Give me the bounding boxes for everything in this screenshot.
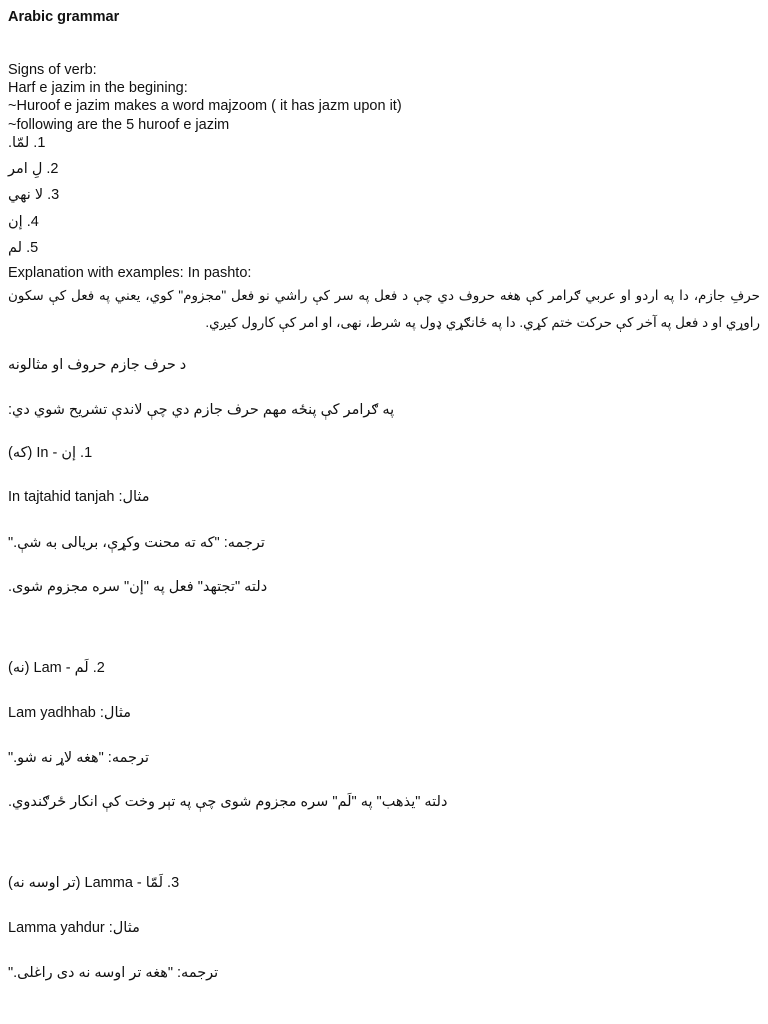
example-note: دلته "يذهب" په "لَم" سره مجزوم شوی چې په تېر وخت کې انکار ځرګندوي.	[8, 794, 448, 810]
example-heading: 3. لَمّا - Lamma (تر اوسه نه)	[8, 875, 180, 891]
example-translation: ترجمه: "هغه لاړ نه شو."	[8, 750, 149, 766]
list-item: 4. إن	[8, 214, 39, 230]
following-line: ~following are the 5 huroof e jazim	[8, 117, 230, 133]
list-item: 5. لم	[8, 240, 39, 256]
explanation-heading: Explanation with examples: In pashto:	[8, 265, 252, 281]
example-text: مثال: In tajtahid tanjah	[8, 489, 150, 505]
explanation-paragraph: حرفِ جازم، دا په اردو او عربي ګرامر کې هغه حروف دي چې د فعل په سر کې راشي نو فعل "مجزوم" کوي، يعني په فعل کې سکون راوړي او د فعل په آخر کې حرکت ختم کړي. دا په ځانګړي ډول په شرط، نهی، او امر کې کارول کیږي.	[8, 288, 760, 330]
list-item: 1. لمّا.	[8, 135, 46, 151]
signs-of-verb-line: Signs of verb:	[8, 62, 97, 78]
examples-heading: د حرف جازم حروف او مثالونه	[8, 357, 187, 373]
example-heading: 1. إن - In (که)	[8, 445, 93, 461]
example-translation: ترجمه: "که ته محنت وکړې، بریالی به شې."	[8, 535, 265, 551]
list-item: 3. لا نهي	[8, 187, 60, 203]
example-text: مثال: Lam yadhhab	[8, 705, 132, 721]
example-translation: ترجمه: "هغه تر اوسه نه دی راغلی."	[8, 965, 219, 981]
document-title: Arabic grammar	[8, 9, 120, 25]
majzoom-line: ~Huroof e jazim makes a word majzoom ( it has jazm upon it)	[8, 98, 402, 114]
example-heading: 2. لَم - Lam (نه)	[8, 660, 105, 676]
example-note: دلته "تجتهد" فعل په "إن" سره مجزوم شوی.	[8, 579, 268, 595]
list-item: 2. لِ امر	[8, 161, 59, 177]
harf-e-jazim-line: Harf e jazim in the begining:	[8, 80, 188, 96]
examples-intro: په ګرامر کې پنځه مهم حرف جازم دي چې لاندې تشریح شوي دي:	[8, 402, 395, 418]
example-text: مثال: Lamma yahdur	[8, 920, 140, 936]
